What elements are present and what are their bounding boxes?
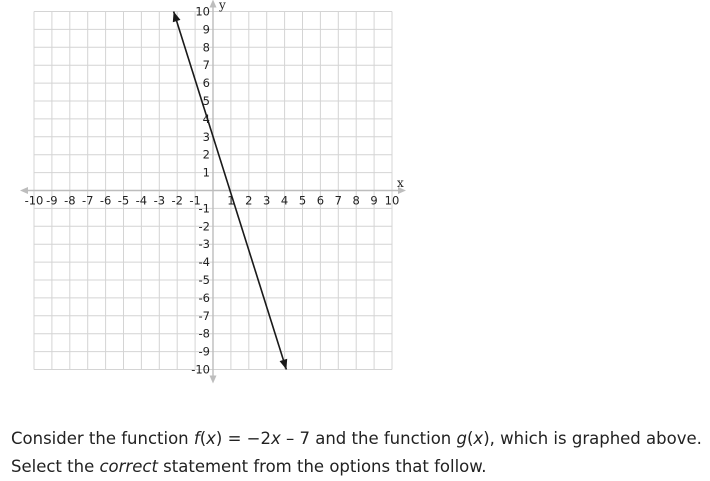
question-text	[11, 425, 706, 481]
x-tick-label: -10	[24, 193, 44, 208]
y-tick-label: -5	[198, 273, 210, 287]
coordinate-graph	[0, 0, 420, 390]
x-tick-label: -1	[189, 193, 201, 208]
line-arrowhead-icon	[173, 12, 181, 23]
question-text-segment: (	[466, 429, 474, 448]
y-tick-label: -9	[198, 344, 210, 359]
y-tick-label: 3	[202, 129, 210, 144]
y-tick-label: 7	[202, 58, 210, 73]
x-tick-label: -8	[64, 193, 76, 208]
x-tick-label: 9	[370, 193, 378, 208]
line-arrowhead-icon	[280, 359, 288, 370]
y-tick-label: -3	[198, 237, 210, 252]
question-text-segment: ), which is graphed above.	[483, 429, 702, 448]
y-tick-label: -1	[198, 201, 210, 216]
y-tick-label: 8	[202, 40, 210, 55]
x-tick-label: 3	[263, 193, 271, 208]
x-tick-label: -2	[171, 193, 183, 208]
y-tick-label: 5	[202, 94, 210, 108]
y-tick-label: -4	[198, 255, 210, 270]
axes	[20, 0, 406, 384]
y-axis-label: y	[219, 0, 226, 12]
y-tick-label: 4	[202, 111, 210, 126]
question-text-segment: (	[199, 429, 207, 448]
function-g-name: g	[456, 429, 467, 448]
question-text-segment: ) = −2	[215, 429, 271, 448]
x-tick-label: -9	[46, 193, 58, 208]
emphasis-correct: correct	[99, 457, 158, 476]
x-tick-label: 1	[227, 193, 235, 208]
y-axis-up-arrow-icon	[210, 0, 217, 8]
y-tick-label: 6	[202, 76, 210, 91]
function-f-name: f	[193, 429, 200, 448]
x-tick-label: -7	[81, 193, 94, 208]
y-tick-label: -8	[198, 326, 210, 341]
x-tick-label: -6	[99, 193, 112, 208]
question-text-segment: – 7 and the function	[280, 429, 457, 448]
y-axis-down-arrow-icon	[210, 376, 217, 384]
x-axis-label: x	[397, 176, 404, 190]
x-tick-label: -3	[153, 193, 166, 208]
question-text-segment: statement from the options that follow.	[157, 457, 487, 476]
y-tick-label: -7	[198, 308, 210, 323]
x-tick-label: 10	[384, 193, 400, 208]
y-tick-label: 10	[195, 4, 210, 19]
x-tick-label: 8	[352, 193, 360, 208]
question-text-segment: Consider the function	[11, 429, 194, 448]
question-line-1	[11, 425, 706, 453]
y-tick-label: -2	[198, 219, 210, 234]
question-line-2	[11, 453, 706, 481]
x-tick-labels	[25, 194, 400, 208]
y-tick-label: -10	[191, 362, 210, 377]
y-tick-label: 1	[202, 165, 210, 180]
x-tick-label: 4	[280, 193, 289, 208]
variable-x: x	[473, 429, 484, 448]
variable-x: x	[270, 429, 281, 448]
x-tick-label: 2	[245, 193, 253, 208]
x-tick-label: -4	[135, 193, 148, 208]
y-tick-label: 9	[202, 22, 210, 37]
variable-x: x	[206, 429, 216, 448]
x-tick-label: -5	[117, 193, 130, 208]
x-tick-label: 6	[316, 193, 325, 208]
x-tick-label: 5	[298, 193, 307, 208]
y-tick-label: 2	[202, 147, 210, 162]
y-tick-label: -6	[198, 290, 210, 305]
question-text-segment: Select the	[11, 457, 100, 476]
x-tick-label: 7	[334, 193, 342, 208]
